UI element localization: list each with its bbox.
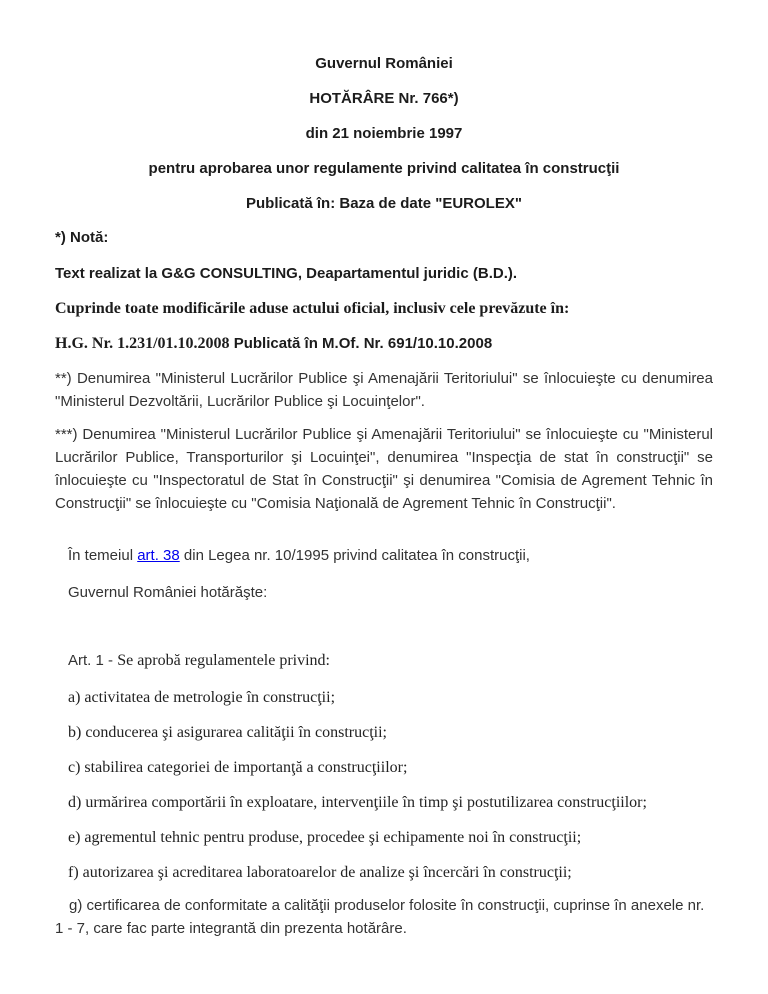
article-item-c: c) stabilirea categoriei de importanţă a construcţiilor; <box>68 759 408 776</box>
note-hg-reference <box>55 332 713 355</box>
preamble-after-link: din Legea nr. 10/1995 privind calitatea în construcţii, <box>179 547 530 564</box>
article-item-e: e) agrementul tehnic pentru produse, procedee şi echipamente noi în construcţii; <box>68 829 582 846</box>
doc-title-publication: Publicată în: Baza de date "EUROLEX" <box>246 195 522 212</box>
article-1-label: Art. 1 - <box>68 652 118 669</box>
article-item-d: d) urmărirea comportării în exploatare, intervenţiile în timp şi postutilizarea construcţiilor; <box>68 794 647 811</box>
hg-reference-serif-part: H.G. Nr. 1.231/01.10.2008 <box>55 335 230 352</box>
note-label: *) Notă: <box>55 229 109 246</box>
note-includes: Cuprinde toate modificările aduse actului oficial, inclusiv cele prevăzute în: <box>55 300 570 317</box>
footnote-two: **) Denumirea "Ministerul Lucrărilor Publice şi Amenajării Teritoriului" se înlocuieşte cu denumirea "Ministerul Dezvoltării, Lucrărilor Publice şi Locuinţelor". <box>55 370 713 410</box>
preamble-before-link: În temeiul <box>68 547 138 564</box>
doc-title-number: HOTĂRÂRE Nr. 766*) <box>309 90 459 107</box>
article-1-paragraph <box>55 649 713 672</box>
note-credit: Text realizat la G&G CONSULTING, Deapartamentul juridic (B.D.). <box>55 265 518 282</box>
article-item-b: b) conducerea şi asigurarea calităţii în construcţii; <box>68 724 387 741</box>
preamble-paragraph <box>55 544 713 567</box>
art-38-link[interactable]: art. 38 <box>137 547 180 564</box>
article-item-g: g) certificarea de conformitate a calităţii produselor folosite în construcţii, cuprinse în anexele nr. 1 - 7, care fac parte integrantă din prezenta hotărâre. <box>55 897 705 937</box>
doc-title-government: Guvernul României <box>315 55 453 72</box>
decree-line: Guvernul României hotărăşte: <box>68 584 268 601</box>
article-1-intro: Se aprobă regulamentele privind: <box>117 652 330 669</box>
article-item-f: f) autorizarea şi acreditarea laboratoarelor de analize şi încercări în construcţii; <box>68 864 572 881</box>
article-item-a: a) activitatea de metrologie în construcţii; <box>68 689 336 706</box>
hg-reference-sans-part: Publicată în M.Of. Nr. 691/10.10.2008 <box>229 335 493 352</box>
footnote-three: ***) Denumirea "Ministerul Lucrărilor Publice şi Amenajării Teritoriului" se înlocuieşte cu "Ministerul Lucrărilor Publice, Transporturilor şi Locuinţei", denumirea "Inspecţia de stat în construcţii" se înlocuieşte cu "Inspectoratul de Stat în Construcţii" şi denumirea "Comisia de Agrement Tehnic în Construcţii" se înlocuieşte cu "Comisia Naţională de Agrement Tehnic în Construcţii". <box>55 426 713 512</box>
doc-title-date: din 21 noiembrie 1997 <box>305 125 463 142</box>
doc-title-subject: pentru aprobarea unor regulamente privind calitatea în construcţii <box>148 160 620 177</box>
